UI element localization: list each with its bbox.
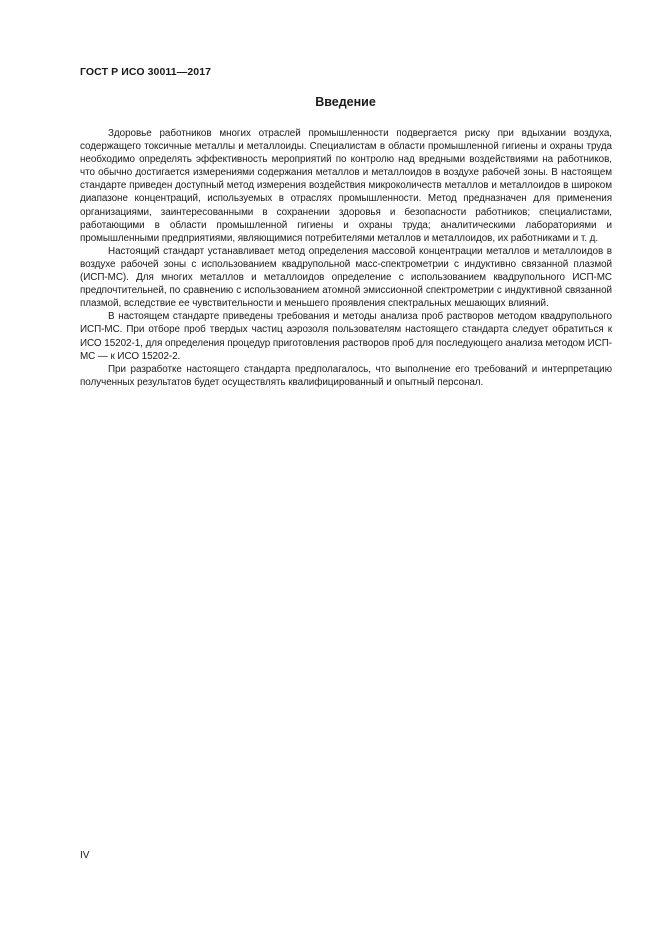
section-title: Введение	[315, 95, 376, 109]
paragraph: Здоровье работников многих отраслей промышленности подвергается риску при вдыхании воздуха, содержащего токсичные металлы и металлоиды. Специалистам в области промышленной гигиены и охраны труда необходимо определять эффективность мероприятий по контролю над вредными воздействиями на работников, что обычно достигается измерениями содержания металлов и металлоидов в воздухе рабочей зоны. В настоящем стандарте приведен доступный метод измерения воздействия микроколичеств металлов и металлоидов в широком диапазоне концентраций, используемых в отраслях промышленности. Метод предназначен для применения организациями, заинтересованными в сохранении здоровья и безопасности работников; специалистами, работающими в области промышленной гигиены и охраны труда; аналитическими лабораториями и промышленными предприятиями, являющимися потребителями металлов и металлоидов, их работниками и т. д.	[80, 128, 612, 244]
document-header: ГОСТ Р ИСО 30011—2017	[80, 66, 212, 78]
paragraph: Настоящий стандарт устанавливает метод определения массовой концентрации металлов и металлоидов в воздухе рабочей зоны с использованием квадрупольной масс-спектрометрии с индуктивно связанной плазмой (ИСП-МС). Для многих металлов и металлоидов определение с использованием квадрупольного ИСП-МС предпочтительней, по сравнению с использованием атомной эмиссионной спектрометрии с индуктивной связанной плазмой, вследствие ее чувствительности и меньшего проявления спектральных мешающих влияний.	[80, 245, 612, 310]
paragraph: При разработке настоящего стандарта предполагалось, что выполнение его требований и интерпретацию полученных результатов будет осуществлять квалифицированный и опытный персонал.	[80, 363, 612, 388]
paragraph: В настоящем стандарте приведены требования и методы анализа проб растворов методом квадрупольного ИСП-МС. При отборе проб твердых частиц аэрозоля пользователям настоящего стандарта следует обратиться к ИСО 15202-1, для определения процедур приготовления растворов проб для последующего анализа методом ИСП-МС — к ИСО 15202-2.	[80, 311, 612, 362]
page-number: IV	[80, 850, 90, 861]
body-text	[80, 127, 612, 389]
